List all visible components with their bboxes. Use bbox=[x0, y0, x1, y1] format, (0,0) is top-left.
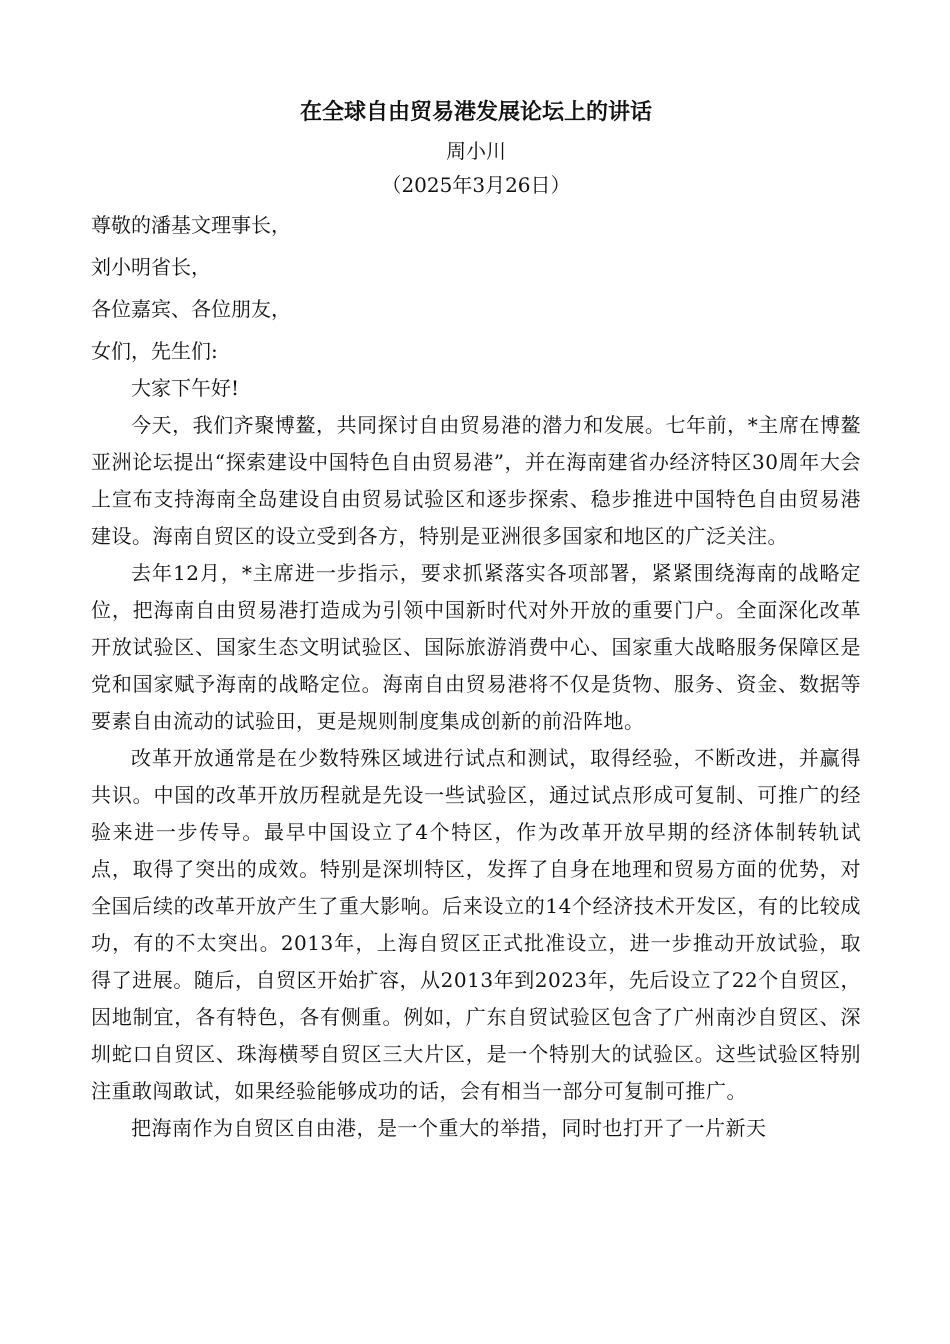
body-paragraph: 把海南作为自贸区自由港，是一个重大的举措，同时也打开了一片新天 bbox=[131, 1116, 767, 1140]
document-page bbox=[91, 90, 861, 1147]
body-paragraph: 改革开放通常是在少数特殊区域进行试点和测试，取得经验，不断改进，并赢得共识。中国的改革开放历程就是先设一些试验区，通过试点形成可复制、可推广的经验来进一步传导。最早中国设立了4个特区，作为改革开放早期的经济体制转轨试点，取得了突出的成效。特别是深圳特区，发挥了自身在地理和贸易方面的优势，对全国后续的改革开放产生了重大影响。后来设立的14个经济技术开发区，有的比较成功，有的不太突出。2013年，上海自贸区正式批准设立，进一步推动开放试验，取得了进展。随后，自贸区开始扩容，从2013年到2023年，先后设立了22个自贸区，因地制宜，各有特色，各有侧重。例如，广东自贸试验区包含了广州南沙自贸区、深圳蛇口自贸区、珠海横琴自贸区三大片区，是一个特别大的试验区。这些试验区特别注重敢闯敢试，如果经验能够成功的话，会有相当一部分可复制可推广。 bbox=[91, 746, 861, 1103]
salutation-line: 尊敬的潘基文理事长， bbox=[91, 213, 291, 237]
salutation-line: 刘小明省长， bbox=[91, 255, 211, 279]
body-paragraph: 去年12月，*主席进一步指示，要求抓紧落实各项部署，紧紧围绕海南的战略定位，把海南自由贸易港打造成为引领中国新时代对外开放的重要门户。全面深化改革开放试验区、国家生态文明试验区、国际旅游消费中心、国家重大战略服务保障区是党和国家赋予海南的战略定位。海南自由贸易港将不仅是货物、服务、资金、数据等要素自由流动的试验田，更是规则制度集成创新的前沿阵地。 bbox=[91, 561, 861, 733]
document-date: （2025年3月26日） bbox=[381, 173, 571, 197]
salutation-line: 女们，先生们: bbox=[91, 339, 218, 363]
greeting: 大家下午好! bbox=[131, 376, 240, 400]
salutation-line: 各位嘉宾、各位朋友， bbox=[91, 297, 291, 321]
document-title: 在全球自由贸易港发展论坛上的讲话 bbox=[299, 99, 652, 125]
body-paragraph: 今天，我们齐聚博鳌，共同探讨自由贸易港的潜力和发展。七年前，*主席在博鳌亚洲论坛提出“探索建设中国特色自由贸易港”，并在海南建省办经济特区30周年大会上宣布支持海南全岛建设自由贸易试验区和逐步探索、稳步推进中国特色自由贸易港建设。海南自贸区的设立受到各方，特别是亚洲很多国家和地区的广泛关注。 bbox=[91, 413, 861, 548]
document-author: 周小川 bbox=[446, 139, 506, 163]
